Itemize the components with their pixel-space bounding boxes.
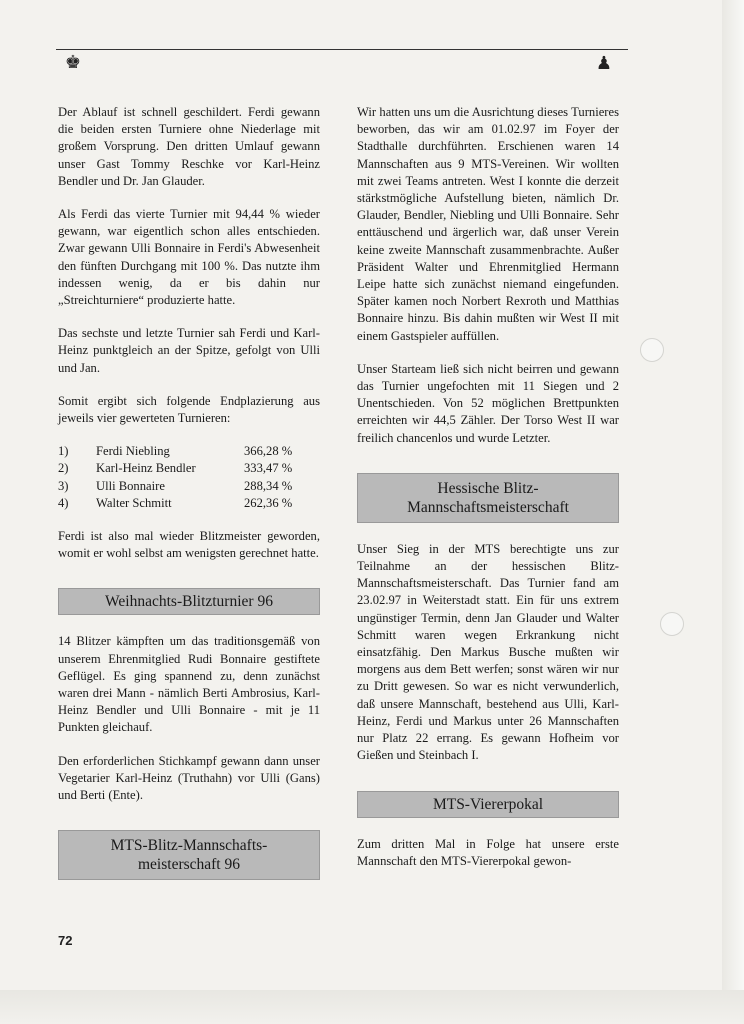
section-heading bbox=[357, 473, 619, 523]
ranking-list bbox=[58, 443, 320, 512]
left-column bbox=[58, 104, 320, 898]
header-rule bbox=[56, 49, 628, 50]
heading-line: meisterschaft 96 bbox=[137, 856, 240, 874]
ranking-row bbox=[58, 460, 320, 477]
chess-king-icon: ♚ bbox=[64, 52, 82, 72]
paragraph: Wir hatten uns um die Ausrichtung dieses Turnieres beworben, das wir am 01.02.97 im Foyer der Stadthalle durchführten. Erschienen waren 14 Mannschaften aus 9 MTS-Vereinen. Wir wollten mit zwei Teams antreten. West I konnte die derzeit stärkstmögliche Aufstellung bieten, nämlich Dr. Glauder, Bendler, Niebling und Ulli Bonnaire. Sehr enttäuschend und ärgerlich war, daß unser Verein keine zweite Mannschaft zusammenbrachte. Außer Präsident Walter und Ehrenmitglied Hermann Leipe hatte sich zunächst niemand eingefunden. Später kamen noch Norbert Rexroth und Matthias Bonnaire hinzu. Bis dahin mußten wir West II mit einem Gastspieler auffüllen. bbox=[357, 105, 619, 343]
rank-name: Ulli Bonnaire bbox=[96, 478, 165, 493]
heading-line: Mannschaftsmeisterschaft bbox=[407, 498, 569, 516]
section-heading bbox=[58, 830, 320, 880]
paragraph: Somit ergibt sich folgende Endplazierung aus jeweils vier gewerteten Turnieren: bbox=[58, 393, 320, 426]
punch-hole-top bbox=[640, 338, 664, 362]
rank-place: 2) bbox=[58, 461, 69, 476]
rank-name: Ferdi Niebling bbox=[96, 444, 170, 459]
chess-pawn-icon: ♟ bbox=[595, 53, 613, 73]
paragraph: 14 Blitzer kämpften um das traditionsgemäß von unserem Ehrenmitglied Rudi Bonnaire gestiftete Geflügel. Es ging spannend zu, denn zunächst waren drei Mann - nämlich Berti Ambrosius, Karl-Heinz Bendler und Ulli Bonnaire - mit je 11 Punkten gleichauf. bbox=[58, 634, 320, 735]
paragraph: Unser Starteam ließ sich nicht beirren und gewann das Turnier ungefochten mit 11 Siegen und 2 Unentschieden. Von 52 möglichen Brettpunkten erreichten wir 44,5 Zähler. Der Torso West II war freilich chancenlos und wurde Letzter. bbox=[357, 361, 619, 445]
rank-place: 4) bbox=[58, 495, 69, 510]
ranking-row bbox=[58, 495, 320, 512]
ranking-row bbox=[58, 443, 320, 460]
page-number: 72 bbox=[58, 933, 73, 948]
page-bottom-edge bbox=[0, 990, 744, 1024]
rank-score: 366,28 % bbox=[244, 444, 293, 459]
heading-line: Hessische Blitz- bbox=[437, 479, 539, 497]
paragraph: Ferdi ist also mal wieder Blitzmeister geworden, womit er wohl selbst am wenigsten gerechnet hatte. bbox=[58, 529, 320, 561]
rank-name: Karl-Heinz Bendler bbox=[96, 461, 196, 476]
paragraph: Den erforderlichen Stichkampf gewann dann unser Vegetarier Karl-Heinz (Truthahn) vor Ulli (Gans) und Berti (Ente). bbox=[58, 753, 320, 803]
section-heading: Weihnachts-Blitzturnier 96 bbox=[58, 588, 320, 615]
rank-score: 288,34 % bbox=[244, 478, 293, 493]
punch-hole-bottom bbox=[660, 612, 684, 636]
paragraph: Als Ferdi das vierte Turnier mit 94,44 % wieder gewann, war eigentlich schon alles entschieden. Zwar gewann Ulli Bonnaire in Ferdi's Abwesenheit den fünften Durchgang mit 100 %. Das nutzte ihm indessen wenig, da er bis dahin nur „Streichturniere“ produzierte hatte. bbox=[58, 207, 320, 308]
ranking-row bbox=[58, 478, 320, 495]
rank-score: 333,47 % bbox=[244, 461, 293, 476]
page-edge bbox=[722, 0, 744, 1024]
paragraph: Das sechste und letzte Turnier sah Ferdi und Karl-Heinz punktgleich an der Spitze, gefolgt von Ulli und Jan. bbox=[58, 326, 320, 375]
paragraph: Der Ablauf ist schnell geschildert. Ferdi gewann die beiden ersten Turniere ohne Niederlage mit großem Vorsprung. Den dritten Umlauf gewann unser Gast Tommy Reschke vor Karl-Heinz Bendler und Dr. Jan Glauder. bbox=[58, 105, 320, 188]
section-heading: MTS-Viererpokal bbox=[357, 791, 619, 818]
paragraph: Unser Sieg in der MTS berechtigte uns zur Teilnahme an der hessischen Blitz-Mannschaftsmeisterschaft. Das Turnier fand am 23.02.97 in Weiterstadt statt. Ein für uns extrem ungünstiger Termin, denn Jan Glauder und Walter Schmitt waren wegen Erkrankung nicht einsatzfähig. Den Markus Busche mußten wir morgens aus dem Bett werfen; sonst wären wir nur zu Dritt gewesen. So war es nicht verwunderlich, daß unsere Mannschaft, bestehend aus Ulli, Karl-Heinz, Ferdi und Markus unter 26 Mannschaften nur Platz 22 errang. Es gewann Hofheim vor Gießen und Steinbach I. bbox=[357, 541, 619, 763]
rank-place: 3) bbox=[58, 478, 69, 493]
rank-score: 262,36 % bbox=[244, 495, 293, 510]
rank-place: 1) bbox=[58, 444, 69, 459]
heading-line: MTS-Blitz-Mannschafts- bbox=[110, 837, 268, 855]
rank-name: Walter Schmitt bbox=[96, 495, 172, 510]
right-column bbox=[357, 104, 619, 870]
paragraph: Zum dritten Mal in Folge hat unsere erste Mannschaft den MTS-Viererpokal gewon- bbox=[357, 836, 619, 868]
